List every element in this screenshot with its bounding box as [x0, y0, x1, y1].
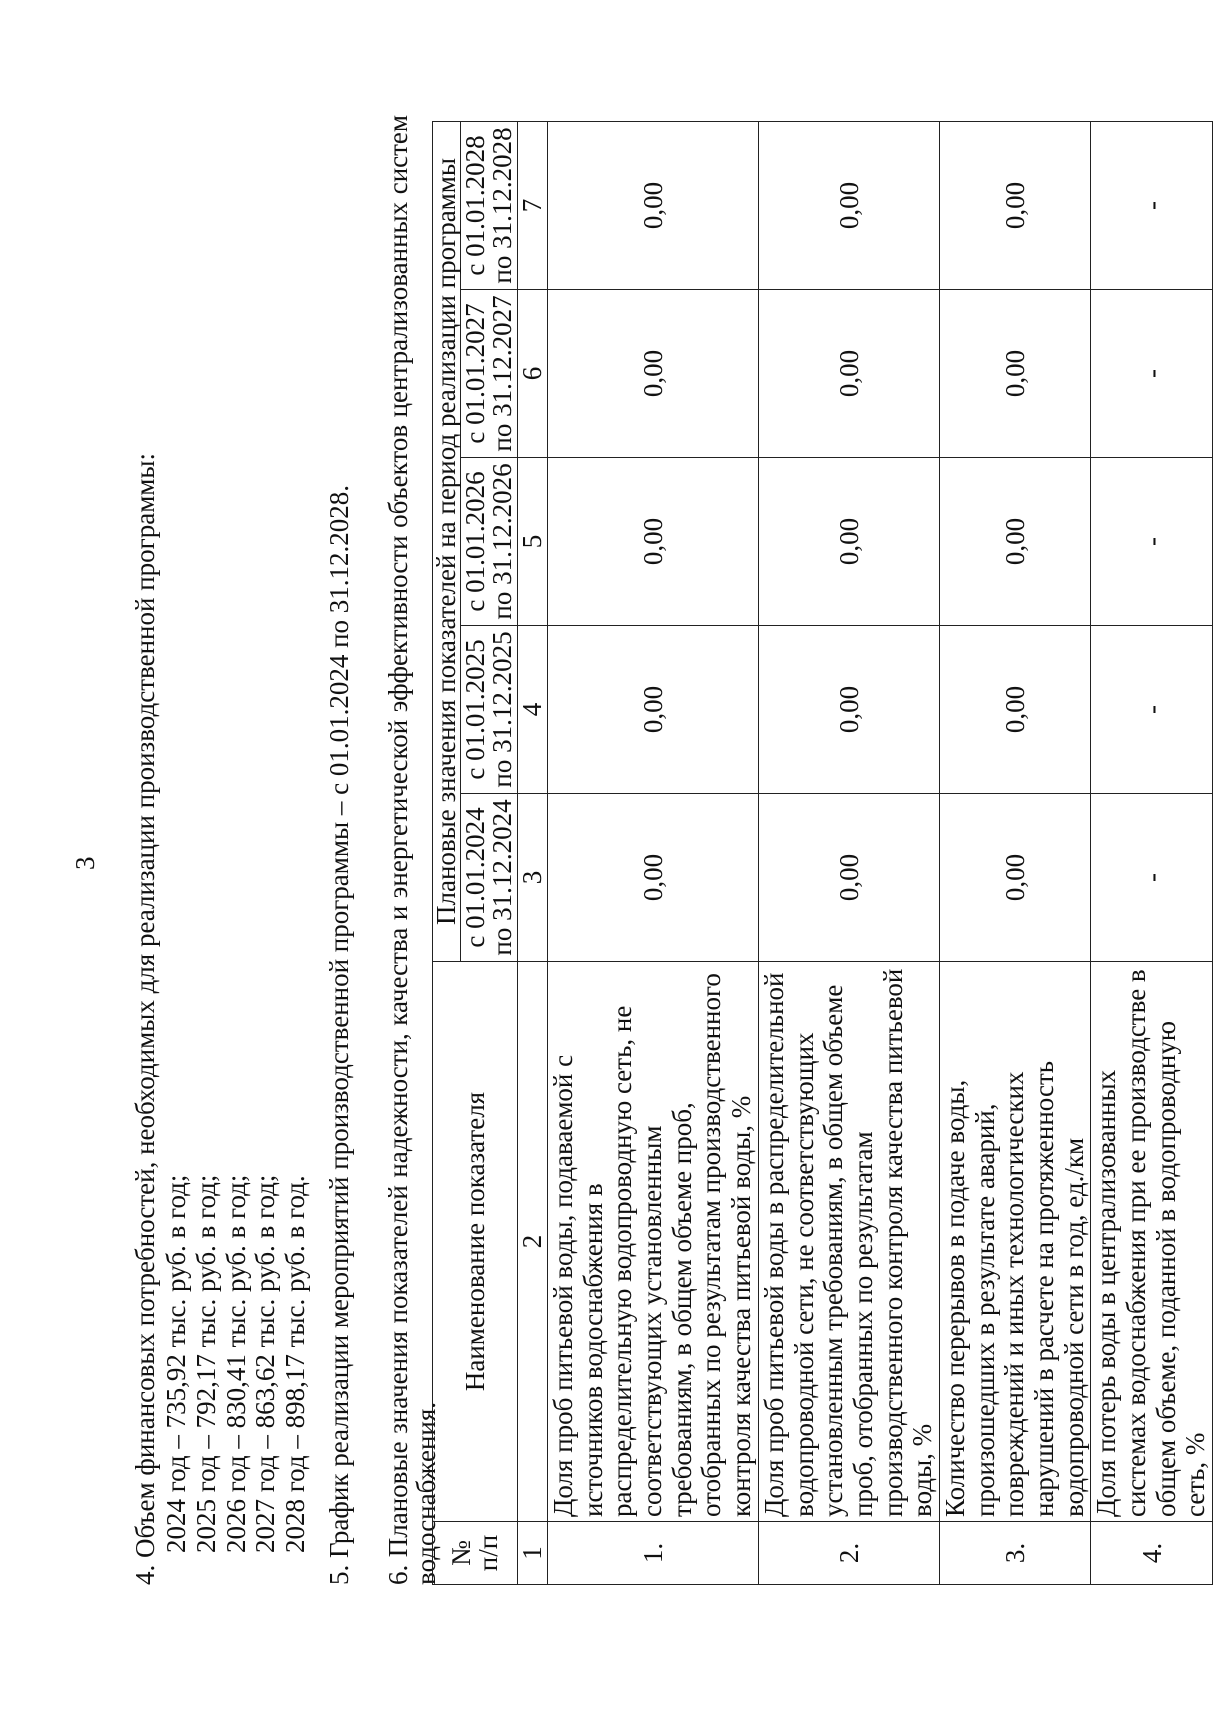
column-numbers-row	[518, 122, 548, 1585]
indicators-table	[432, 121, 1213, 1585]
header-period: с 01.01.2028 по 31.12.2028	[461, 122, 518, 290]
indicator-value: -	[1091, 290, 1213, 458]
table-header-row	[433, 122, 461, 1585]
header-period: с 01.01.2026 по 31.12.2026	[461, 458, 518, 626]
table-row	[548, 122, 759, 1585]
header-name: Наименование показателя	[433, 962, 518, 1522]
indicator-value: 0,00	[548, 794, 759, 962]
indicator-value: 0,00	[758, 458, 939, 626]
financial-item: 2024 год – 735,92 тыс. руб. в год;	[161, 1174, 192, 1553]
indicator-value: -	[1091, 458, 1213, 626]
indicator-value: 0,00	[548, 458, 759, 626]
column-number: 2	[518, 962, 548, 1522]
indicator-value: 0,00	[939, 122, 1090, 290]
page-number: 3	[70, 856, 100, 870]
indicator-value: -	[1091, 122, 1213, 290]
indicator-value: -	[1091, 626, 1213, 794]
row-number: 2.	[758, 1522, 939, 1585]
financial-items-list	[162, 115, 310, 1553]
indicator-value: 0,00	[939, 626, 1090, 794]
section-6-title: 6. Плановые значения показателей надежности, качества и энергетической эффективности объектов централизованных систем водоснабжения.	[383, 115, 442, 1585]
column-number: 5	[518, 458, 548, 626]
row-number: 1.	[548, 1522, 759, 1585]
header-period: с 01.01.2024 по 31.12.2024	[461, 794, 518, 962]
row-number: 4.	[1091, 1522, 1213, 1585]
indicator-value: -	[1091, 794, 1213, 962]
section-4-title: 4. Объем финансовых потребностей, необходимых для реализации производственной программы:	[130, 452, 160, 1585]
indicator-value: 0,00	[939, 458, 1090, 626]
section-5-schedule: 5. График реализации мероприятий производственной программы – с 01.01.2024 по 31.12.2028.	[324, 484, 354, 1585]
column-number: 4	[518, 626, 548, 794]
indicator-name: Доля потерь воды в централизованных системах водоснабжения при ее производстве в общем объеме, поданной в водопроводную сеть, %	[1091, 962, 1213, 1522]
table-row	[939, 122, 1090, 1585]
header-period-group: Плановые значения показателей на период реализации программы	[433, 122, 461, 962]
financial-item: 2026 год – 830,41 тыс. руб. в год;	[220, 1174, 251, 1553]
header-num: № п/п	[433, 1522, 518, 1585]
section-financial-needs	[130, 115, 311, 1585]
financial-item: 2028 год – 898,17 тыс. руб. в год.	[279, 1175, 310, 1553]
indicator-name: Количество перерывов в подаче воды, произошедших в результате аварий, повреждений и иных технологических нарушений в расчете на протяженность водопроводной сети в год, ед./км	[939, 962, 1090, 1522]
indicator-value: 0,00	[758, 290, 939, 458]
indicator-name: Доля проб питьевой воды в распределительной водопроводной сети, не соответствующих установленным требованиям, в общем объеме проб, отобранных по результатам производственного контроля качества питьевой воды, %	[758, 962, 939, 1522]
indicator-value: 0,00	[758, 794, 939, 962]
header-period: с 01.01.2025 по 31.12.2025	[461, 626, 518, 794]
header-period: с 01.01.2027 по 31.12.2027	[461, 290, 518, 458]
indicator-value: 0,00	[758, 122, 939, 290]
indicator-value: 0,00	[548, 290, 759, 458]
column-number: 6	[518, 290, 548, 458]
column-number: 1	[518, 1522, 548, 1585]
column-number: 7	[518, 122, 548, 290]
table-row	[758, 122, 939, 1585]
indicator-value: 0,00	[939, 290, 1090, 458]
indicator-value: 0,00	[548, 626, 759, 794]
row-number: 3.	[939, 1522, 1090, 1585]
indicator-value: 0,00	[939, 794, 1090, 962]
column-number: 3	[518, 794, 548, 962]
indicator-value: 0,00	[548, 122, 759, 290]
indicator-value: 0,00	[758, 626, 939, 794]
financial-item: 2025 год – 792,17 тыс. руб. в год;	[190, 1174, 221, 1553]
indicator-name: Доля проб питьевой воды, подаваемой с источников водоснабжения в распределительную водопроводную сеть, не соответствующих установленным требованиям, в общем объеме проб, отобранных по результатам производственного контроля качества питьевой воды, %	[548, 962, 759, 1522]
financial-item: 2027 год – 863,62 тыс. руб. в год;	[250, 1174, 281, 1553]
table-row	[1091, 122, 1213, 1585]
